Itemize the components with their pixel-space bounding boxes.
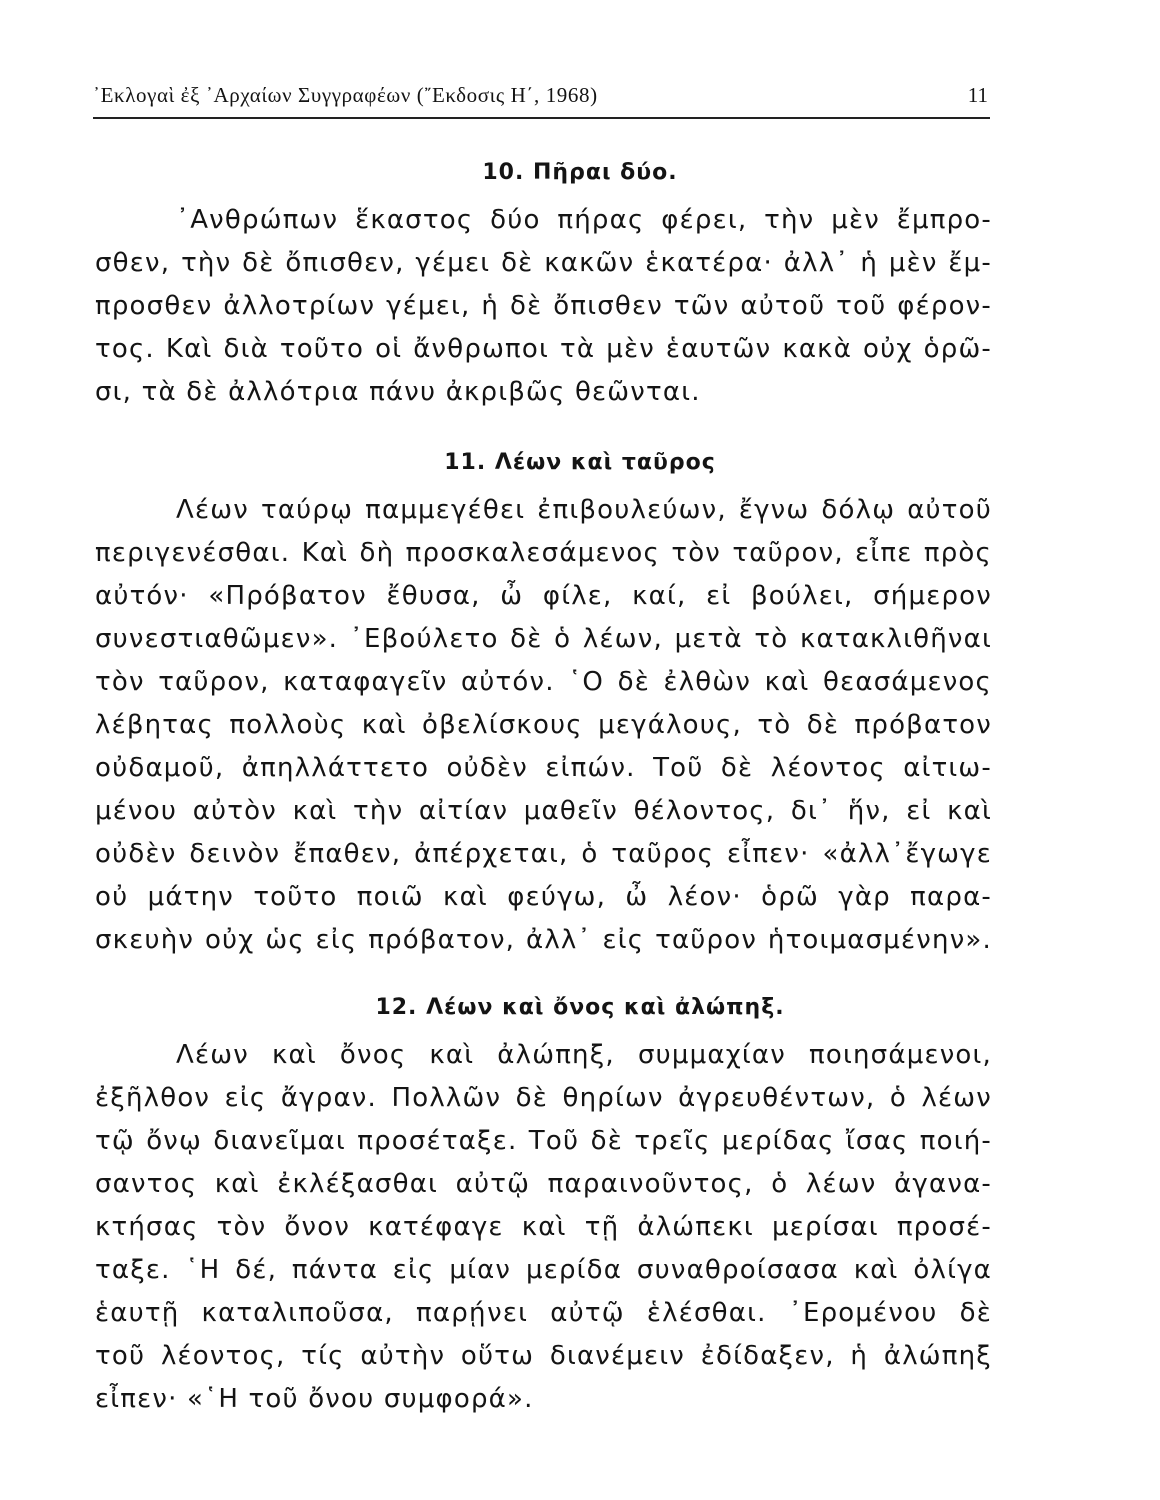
- text-line: ἑαυτῇ καταλιποῦσα, παρῄνει αὐτῷ ἑλέσθαι. ᾿Ερομένου δὲ: [95, 1298, 992, 1328]
- page-number: 11: [967, 83, 988, 107]
- text-line: αὐτόν· «Πρόβατον ἔθυσα, ὦ φίλε, καί, εἰ βούλει, σήμερον: [95, 581, 992, 611]
- text-line: σθεν, τὴν δὲ ὄπισθεν, γέμει δὲ κακῶν ἑκατέρα· ἀλλ᾿ ἡ μὲν ἔμ-: [95, 248, 992, 278]
- text-line: σκευὴν οὐχ ὡς εἰς πρόβατον, ἀλλ᾿ εἰς ταῦρον ἡτοιμασμένην».: [95, 925, 992, 955]
- text-line: Λέων καὶ ὄνος καὶ ἀλώπηξ, συμμαχίαν ποιησάμενοι,: [176, 1040, 992, 1070]
- text-line: ταξε. ῾Η δέ, πάντα εἰς μίαν μερίδα συναθροίσασα καὶ ὀλίγα: [95, 1255, 992, 1285]
- section-heading-10: 10. Πῆραι δύο.: [482, 160, 678, 185]
- text-line: Λέων ταύρῳ παμμεγέθει ἐπιβουλεύων, ἔγνω δόλῳ αὐτοῦ: [176, 495, 992, 525]
- text-line: οὐδαμοῦ, ἀπηλλάττετο οὐδὲν εἰπών. Τοῦ δὲ λέοντος αἰτιω-: [95, 753, 992, 783]
- section-heading-11: 11. Λέων καὶ ταῦρος: [444, 450, 716, 475]
- text-line: ἐξῆλθον εἰς ἄγραν. Πολλῶν δὲ θηρίων ἀγρευθέντων, ὁ λέων: [95, 1083, 992, 1113]
- text-line: οὐ μάτην τοῦτο ποιῶ καὶ φεύγω, ὦ λέον· ὁρῶ γὰρ παρα-: [95, 882, 992, 912]
- text-line: μένου αὐτὸν καὶ τὴν αἰτίαν μαθεῖν θέλοντος, δι᾿ ἥν, εἰ καὶ: [95, 796, 992, 826]
- text-line: συνεστιαθῶμεν». ᾿Εβούλετο δὲ ὁ λέων, μετὰ τὸ κατακλιθῆναι: [95, 624, 992, 654]
- text-line: τῷ ὄνῳ διανεῖμαι προσέταξε. Τοῦ δὲ τρεῖς μερίδας ἴσας ποιή-: [95, 1126, 992, 1156]
- text-line: κτήσας τὸν ὄνον κατέφαγε καὶ τῇ ἀλώπεκι μερίσαι προσέ-: [95, 1212, 992, 1242]
- text-line: περιγενέσθαι. Καὶ δὴ προσκαλεσάμενος τὸν ταῦρον, εἶπε πρὸς: [95, 538, 992, 568]
- text-line: προσθεν ἀλλοτρίων γέμει, ἡ δὲ ὄπισθεν τῶν αὐτοῦ τοῦ φέρον-: [95, 291, 992, 321]
- text-line: εἶπεν· «῾Η τοῦ ὄνου συμφορά».: [95, 1384, 534, 1414]
- header-rule: [93, 117, 990, 119]
- text-line: τὸν ταῦρον, καταφαγεῖν αὐτόν. ῾Ο δὲ ἐλθὼν καὶ θεασάμενος: [95, 667, 992, 697]
- section-heading-12: 12. Λέων καὶ ὄνος καὶ ἀλώπηξ.: [375, 995, 785, 1020]
- text-line: ᾿Ανθρώπων ἕκαστος δύο πήρας φέρει, τὴν μὲν ἔμπρο-: [176, 205, 992, 235]
- text-line: τος. Καὶ διὰ τοῦτο οἱ ἄνθρωποι τὰ μὲν ἑαυτῶν κακὰ οὐχ ὁρῶ-: [95, 334, 992, 364]
- text-line: σι, τὰ δὲ ἀλλότρια πάνυ ἀκριβῶς θεῶνται.: [95, 377, 701, 407]
- text-line: λέβητας πολλοὺς καὶ ὀβελίσκους μεγάλους, τὸ δὲ πρόβατον: [95, 710, 992, 740]
- text-line: σαντος καὶ ἐκλέξασθαι αὐτῷ παραινοῦντος, ὁ λέων ἀγανα-: [95, 1169, 992, 1199]
- text-line: οὐδὲν δεινὸν ἔπαθεν, ἀπέρχεται, ὁ ταῦρος εἶπεν· «ἀλλ᾿ἔγωγε: [95, 839, 992, 869]
- running-title: ᾿Εκλογαὶ ἐξ ᾿Αρχαίων Συγγραφέων (῎Εκδοσις Η΄, 1968): [93, 83, 598, 107]
- text-line: τοῦ λέοντος, τίς αὐτὴν οὕτω διανέμειν ἐδίδαξεν, ἡ ἀλώπηξ: [95, 1341, 992, 1371]
